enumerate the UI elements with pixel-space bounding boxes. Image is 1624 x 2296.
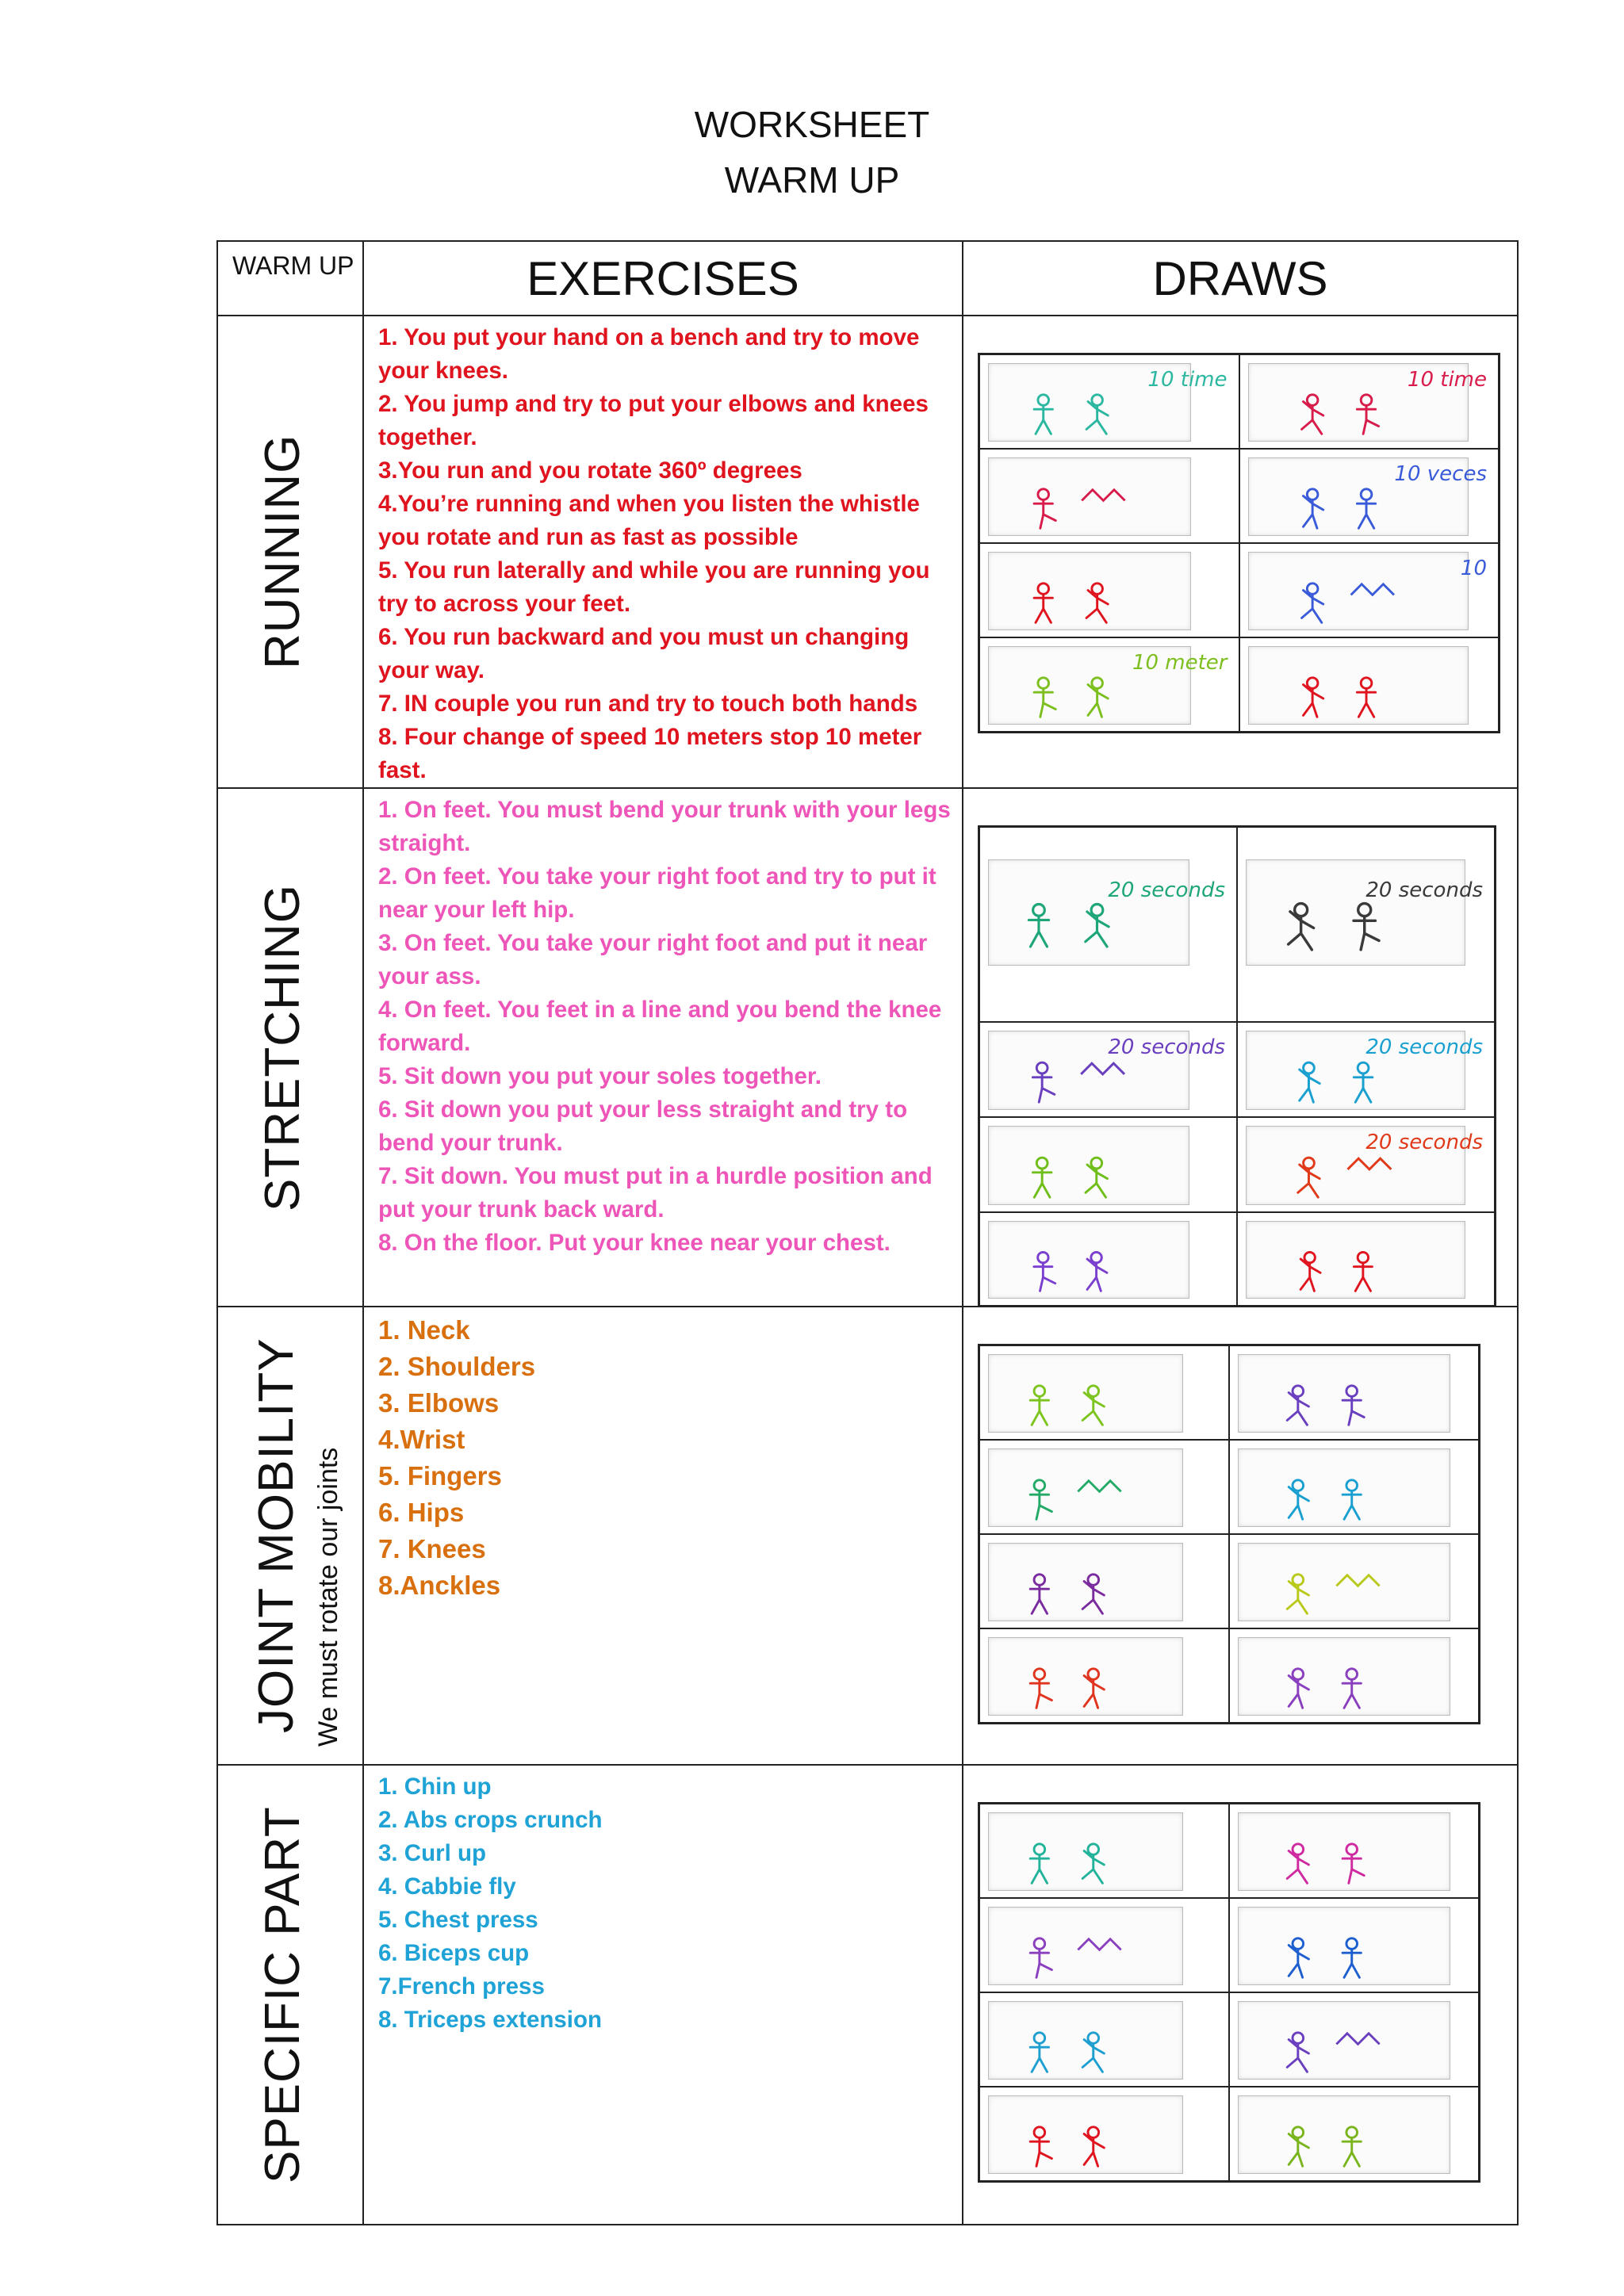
- list-item: 4. Cabbie fly: [378, 1873, 516, 1900]
- list-item: 6. You run backward and you must un changing your way.: [378, 624, 910, 683]
- list-item: 6. Hips: [378, 1498, 465, 1527]
- list-item: 1. Chin up: [378, 1774, 492, 1800]
- drawing-cell: [979, 2087, 1229, 2181]
- list-item: 2. Abs crops crunch: [378, 1807, 603, 1833]
- list-item: 4.Wrist: [378, 1425, 465, 1454]
- stick-figure-drawing: [1238, 1448, 1450, 1527]
- drawings-specific-part: [963, 1765, 1518, 2225]
- drawing-cell: [1229, 2087, 1479, 2181]
- drawing-cell: [979, 1804, 1229, 1898]
- header-exercises: EXERCISES: [363, 241, 963, 316]
- stick-figure-drawing: [988, 1126, 1189, 1205]
- list-item: 1. You put your hand on a bench and try to move your knees.: [378, 324, 920, 384]
- drawing-cell: [979, 1992, 1229, 2087]
- list-item: 2. Shoulders: [378, 1352, 536, 1381]
- drawing-note: 10 time: [1407, 368, 1487, 392]
- list-item: 1. Neck: [378, 1315, 470, 1345]
- section-label-cell: [217, 1765, 363, 2225]
- list-item: 7.French press: [378, 1973, 545, 1999]
- drawing-cell: [1229, 1628, 1479, 1723]
- drawing-cell: [979, 1022, 1237, 1117]
- list-item: 3.You run and you rotate 360º degrees: [378, 457, 802, 484]
- section-joint-mobility: [217, 1307, 1518, 1765]
- list-item: 8.Anckles: [378, 1571, 501, 1600]
- drawing-grid-running: [978, 353, 1500, 733]
- exercise-list-running: [363, 316, 963, 788]
- section-specific-part: [217, 1765, 1518, 2225]
- drawing-cell: [1229, 1345, 1479, 1440]
- drawing-cell: [979, 449, 1239, 543]
- title-line-1: WORKSHEET: [694, 104, 930, 145]
- list-item: 3. Elbows: [378, 1388, 500, 1418]
- stick-figure-drawing: [988, 1637, 1183, 1716]
- section-label-cell: [217, 1307, 363, 1765]
- exercise-list-joint-mobility: [363, 1307, 963, 1765]
- drawing-cell: [1237, 1212, 1495, 1306]
- section-label-cell: [217, 788, 363, 1307]
- stick-figure-drawing: [988, 1354, 1183, 1433]
- section-label-joint-mobility: JOINT MOBILITY: [249, 1337, 304, 1734]
- stick-figure-drawing: [988, 552, 1191, 630]
- section-stretching: [217, 788, 1518, 1307]
- list-item: 4.You’re running and when you listen the whistle you rotate and run as fast as possible: [378, 491, 920, 550]
- list-item: 5. Sit down you put your soles together.: [378, 1063, 822, 1089]
- list-item: 2. On feet. You take your right foot and try to put it near your left hip.: [378, 863, 936, 923]
- list-item: 5. Chest press: [378, 1907, 538, 1933]
- stick-figure-drawing: [988, 1543, 1183, 1621]
- drawing-cell: [979, 637, 1239, 732]
- stick-figure-drawing: [988, 1907, 1183, 1985]
- list-item: 4. On feet. You feet in a line and you bend the knee forward.: [378, 997, 942, 1056]
- drawings-stretching: [963, 788, 1518, 1307]
- stick-figure-drawing: [1238, 1812, 1450, 1891]
- stick-figure-drawing: [1238, 1543, 1450, 1621]
- drawing-cell: [1239, 449, 1500, 543]
- stick-figure-drawing: [1238, 2095, 1450, 2174]
- drawings-running: [963, 316, 1518, 788]
- drawing-cell: [979, 1440, 1229, 1534]
- section-sublabel-joint-mobility: We must rotate our joints: [313, 1447, 343, 1747]
- drawing-cell: [1237, 1022, 1495, 1117]
- exercise-list-specific-part: [363, 1765, 963, 2225]
- section-label-specific-part: SPECIFIC PART: [255, 1806, 310, 2183]
- stick-figure-drawing: [988, 1812, 1183, 1891]
- stick-figure-drawing: [988, 2095, 1183, 2174]
- stick-figure-drawing: [988, 859, 1189, 966]
- drawing-grid-joint-mobility: [978, 1344, 1480, 1724]
- stick-figure-drawing: [988, 457, 1191, 536]
- list-item: 6. Sit down you put your less straight and try to bend your trunk.: [378, 1096, 908, 1156]
- list-item: 8. Four change of speed 10 meters stop 10 meter fast.: [378, 724, 922, 783]
- stick-figure-drawing: [988, 1448, 1183, 1527]
- drawing-cell: [979, 1534, 1229, 1628]
- list-item: 2. You jump and try to put your elbows and knees together.: [378, 391, 929, 450]
- header-warm-up: WARM UP: [217, 241, 363, 316]
- drawing-cell: [1229, 1440, 1479, 1534]
- drawing-note: 20 seconds: [1365, 1131, 1483, 1154]
- drawing-cell: [979, 1212, 1237, 1306]
- list-item: 3. On feet. You take your right foot and put it near your ass.: [378, 930, 928, 989]
- list-item: 3. Curl up: [378, 1840, 487, 1866]
- list-item: 8. Triceps extension: [378, 2007, 603, 2033]
- drawing-cell: [979, 354, 1239, 449]
- drawing-note: 20 seconds: [1108, 878, 1225, 902]
- drawing-cell: [1239, 637, 1500, 732]
- title-line-2: WARM UP: [724, 159, 900, 201]
- drawing-note: 10 time: [1147, 368, 1228, 392]
- drawing-cell: [1229, 1534, 1479, 1628]
- section-label-stretching: STRETCHING: [255, 883, 310, 1211]
- drawing-cell: [1239, 354, 1500, 449]
- drawing-note: 10 meter: [1132, 651, 1228, 675]
- drawing-cell: [979, 1345, 1229, 1440]
- drawing-note: 20 seconds: [1365, 878, 1483, 902]
- drawing-cell: [979, 1628, 1229, 1723]
- section-label-cell: [217, 316, 363, 788]
- list-item: 7. Sit down. You must put in a hurdle position and put your trunk back ward.: [378, 1163, 933, 1223]
- drawing-note: 20 seconds: [1365, 1035, 1483, 1059]
- stick-figure-drawing: [1238, 1354, 1450, 1433]
- section-running: [217, 316, 1518, 788]
- list-item: 5. You run laterally and while you are running you try to across your feet.: [378, 557, 930, 617]
- stick-figure-drawing: [1246, 859, 1465, 966]
- drawing-cell: [1237, 827, 1495, 1022]
- drawing-cell: [1239, 543, 1500, 637]
- drawing-cell: [979, 1117, 1237, 1212]
- stick-figure-drawing: [988, 1221, 1189, 1299]
- drawing-cell: [979, 543, 1239, 637]
- section-label-running: RUNNING: [255, 434, 310, 670]
- list-item: 6. Biceps cup: [378, 1940, 530, 1966]
- warmup-table: [216, 240, 1519, 2225]
- stick-figure-drawing: [988, 2001, 1183, 2080]
- list-item: 5. Fingers: [378, 1461, 502, 1490]
- drawing-cell: [979, 827, 1237, 1022]
- drawings-joint-mobility: [963, 1307, 1518, 1765]
- stick-figure-drawing: [1246, 1221, 1465, 1299]
- stick-figure-drawing: [1248, 646, 1469, 725]
- drawing-note: 20 seconds: [1108, 1035, 1225, 1059]
- drawing-cell: [1229, 1898, 1479, 1992]
- drawing-note: 10: [1460, 557, 1487, 580]
- drawing-cell: [1229, 1804, 1479, 1898]
- header-row: [217, 241, 1518, 316]
- stick-figure-drawing: [1238, 1907, 1450, 1985]
- stick-figure-drawing: [1248, 552, 1469, 630]
- list-item: 8. On the floor. Put your knee near your chest.: [378, 1230, 891, 1256]
- drawing-note: 10 veces: [1394, 462, 1487, 486]
- drawing-grid-specific-part: [978, 1802, 1480, 2183]
- drawing-cell: [1237, 1117, 1495, 1212]
- drawing-cell: [1229, 1992, 1479, 2087]
- header-draws: DRAWS: [963, 241, 1518, 316]
- stick-figure-drawing: [1238, 2001, 1450, 2080]
- stick-figure-drawing: [1238, 1637, 1450, 1716]
- list-item: 7. Knees: [378, 1534, 486, 1563]
- exercise-list-stretching: [363, 788, 963, 1307]
- list-item: 7. IN couple you run and try to touch both hands: [378, 691, 918, 717]
- worksheet-title: [0, 97, 1624, 208]
- drawing-grid-stretching: [978, 825, 1496, 1307]
- drawing-cell: [979, 1898, 1229, 1992]
- list-item: 1. On feet. You must bend your trunk with your legs straight.: [378, 797, 951, 856]
